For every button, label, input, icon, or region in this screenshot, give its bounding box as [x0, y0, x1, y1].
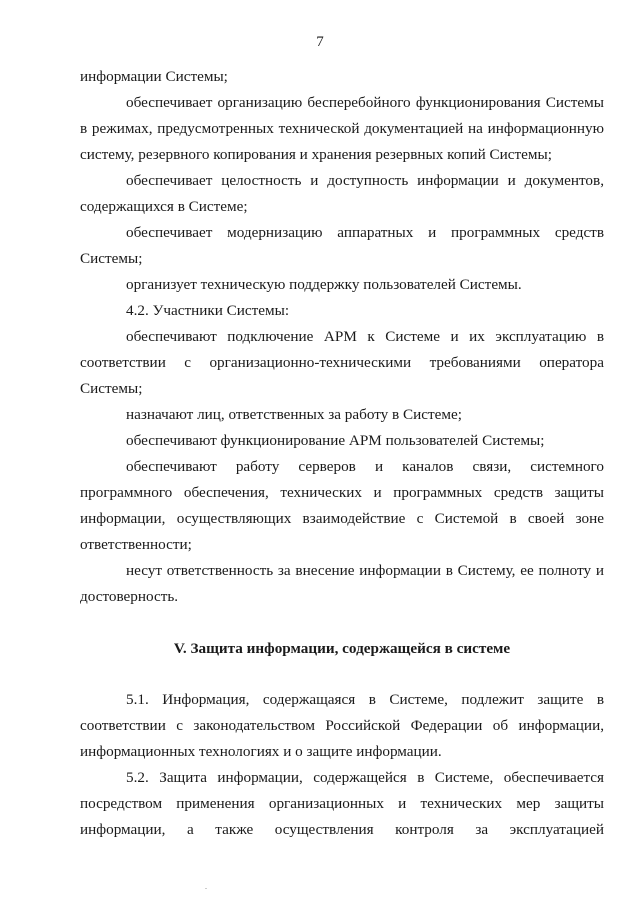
paragraph: назначают лиц, ответственных за работу в Системе; [126, 406, 462, 423]
list-heading: 4.2. Участники Системы: [126, 302, 290, 319]
paragraph: обеспечивают функционирование АРМ пользователей Системы; [126, 432, 545, 449]
paragraph: обеспечивают работу серверов и каналов связи, системного программного обеспечения, технических и программных средств защиты информации, осуществляющих взаимодействие с Системой в своей зоне ответственности; [80, 458, 604, 553]
page-number: 7 [316, 34, 324, 50]
paragraph: обеспечивает целостность и доступность информации и документов, содержащихся в Системе; [80, 172, 604, 215]
paragraph: 5.2. Защита информации, содержащейся в Системе, обеспечивается посредством применения организационных и технических мер защиты информации, а также осуществления контроля за эксплуатацией [80, 769, 604, 838]
paragraph: организует техническую поддержку пользователей Системы. [126, 276, 522, 293]
section-heading: V. Защита информации, содержащейся в системе [173, 640, 511, 657]
paragraph: обеспечивает модернизацию аппаратных и программных средств Системы; [80, 224, 604, 267]
paragraph: обеспечивает организацию бесперебойного функционирования Системы в режимах, предусмотренных технической документацией на информационную систему, резервного копирования и хранения резервных копий Системы; [80, 94, 604, 163]
paragraph: несут ответственность за внесение информации в Систему, ее полноту и достоверность. [80, 562, 604, 605]
scan-speck [205, 888, 207, 889]
paragraph: обеспечивают подключение АРМ к Системе и их эксплуатацию в соответствии с организационно-техническими требованиями оператора Системы; [80, 328, 604, 397]
document-body [80, 64, 604, 843]
paragraph: 5.1. Информация, содержащаяся в Системе, подлежит защите в соответствии с законодательством Российской Федерации об информации, информационных технологиях и о защите информации. [80, 691, 604, 760]
paragraph: информации Системы; [80, 68, 228, 85]
